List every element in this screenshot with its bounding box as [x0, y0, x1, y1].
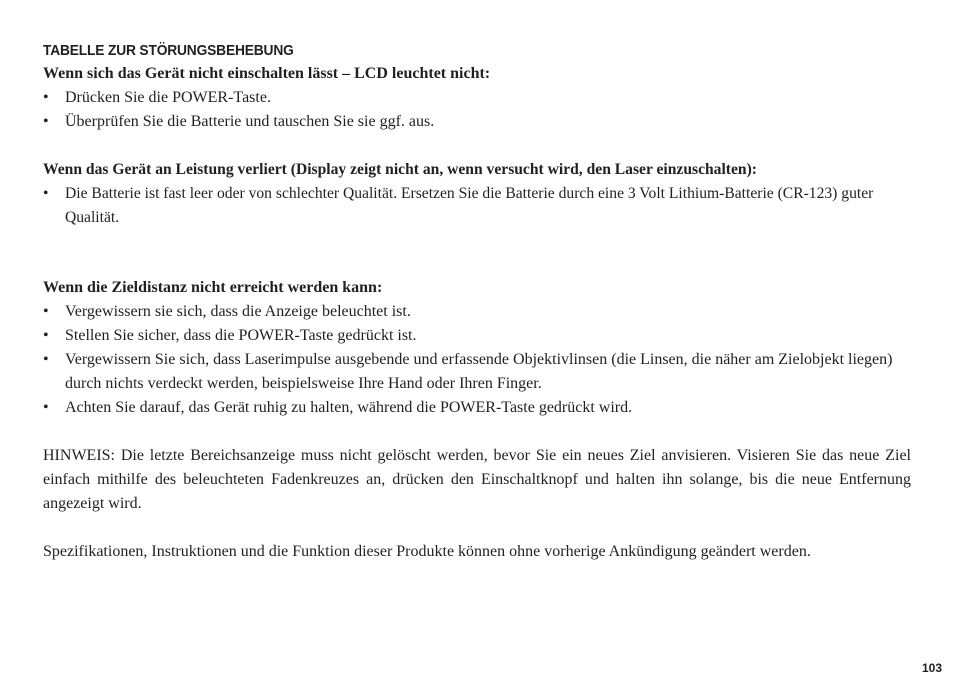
list-item: • Überprüfen Sie die Batterie und tauschen Sie sie ggf. aus. — [43, 110, 911, 134]
section2-list — [43, 182, 911, 230]
section3-title: Wenn die Zieldistanz nicht erreicht werden kann: — [43, 279, 383, 296]
page-number: 103 — [921, 661, 942, 675]
note-paragraph: HINWEIS: Die letzte Bereichsanzeige muss nicht gelöscht werden, bevor Sie ein neues Ziel anvisieren. Visieren Sie das neue Ziel einfach mithilfe des beleuchteten Fadenkreuzes an, drücken den Einschaltknopf und halten ihn solange, bis die neue Entfernung angezeigt wird. — [43, 447, 911, 512]
document-page — [43, 40, 911, 564]
bullet-icon: • — [43, 327, 49, 344]
list-item: • Drücken Sie die POWER-Taste. — [43, 86, 911, 110]
section3-list — [43, 300, 911, 420]
bullet-icon: • — [43, 113, 49, 130]
list-item: • Die Batterie ist fast leer oder von schlechter Qualität. Ersetzen Sie die Batterie durch eine 3 Volt Lithium-Batterie (CR-123) guter Qualität. — [43, 182, 911, 230]
list-item: • Vergewissern sie sich, dass die Anzeige beleuchtet ist. — [43, 300, 911, 324]
bullet-icon: • — [43, 185, 49, 202]
bullet-icon: • — [43, 351, 49, 368]
bullet-icon: • — [43, 399, 49, 416]
list-item: • Vergewissern Sie sich, dass Laserimpulse ausgebende und erfassende Objektivlinsen (die Linsen, die näher am Zielobjekt liegen) durch nichts verdeckt werden, beispielsweise Ihre Hand oder Ihren Finger. — [43, 348, 911, 396]
section1-title: Wenn sich das Gerät nicht einschalten lässt – LCD leuchtet nicht: — [43, 65, 491, 82]
list-item: • Achten Sie darauf, das Gerät ruhig zu halten, während die POWER-Taste gedrückt wird. — [43, 396, 911, 420]
bullet-icon: • — [43, 303, 49, 320]
section1-list — [43, 86, 911, 134]
disclaimer-paragraph: Spezifikationen, Instruktionen und die Funktion dieser Produkte können ohne vorherige Ankündigung geändert werden. — [43, 543, 811, 560]
section2-title: Wenn das Gerät an Leistung verliert (Display zeigt nicht an, wenn versucht wird, den Laser einzuschalten): — [43, 161, 757, 178]
page-heading: TABELLE ZUR STÖRUNGSBEHEBUNG — [43, 42, 294, 59]
bullet-icon: • — [43, 89, 49, 106]
list-item: • Stellen Sie sicher, dass die POWER-Taste gedrückt ist. — [43, 324, 911, 348]
